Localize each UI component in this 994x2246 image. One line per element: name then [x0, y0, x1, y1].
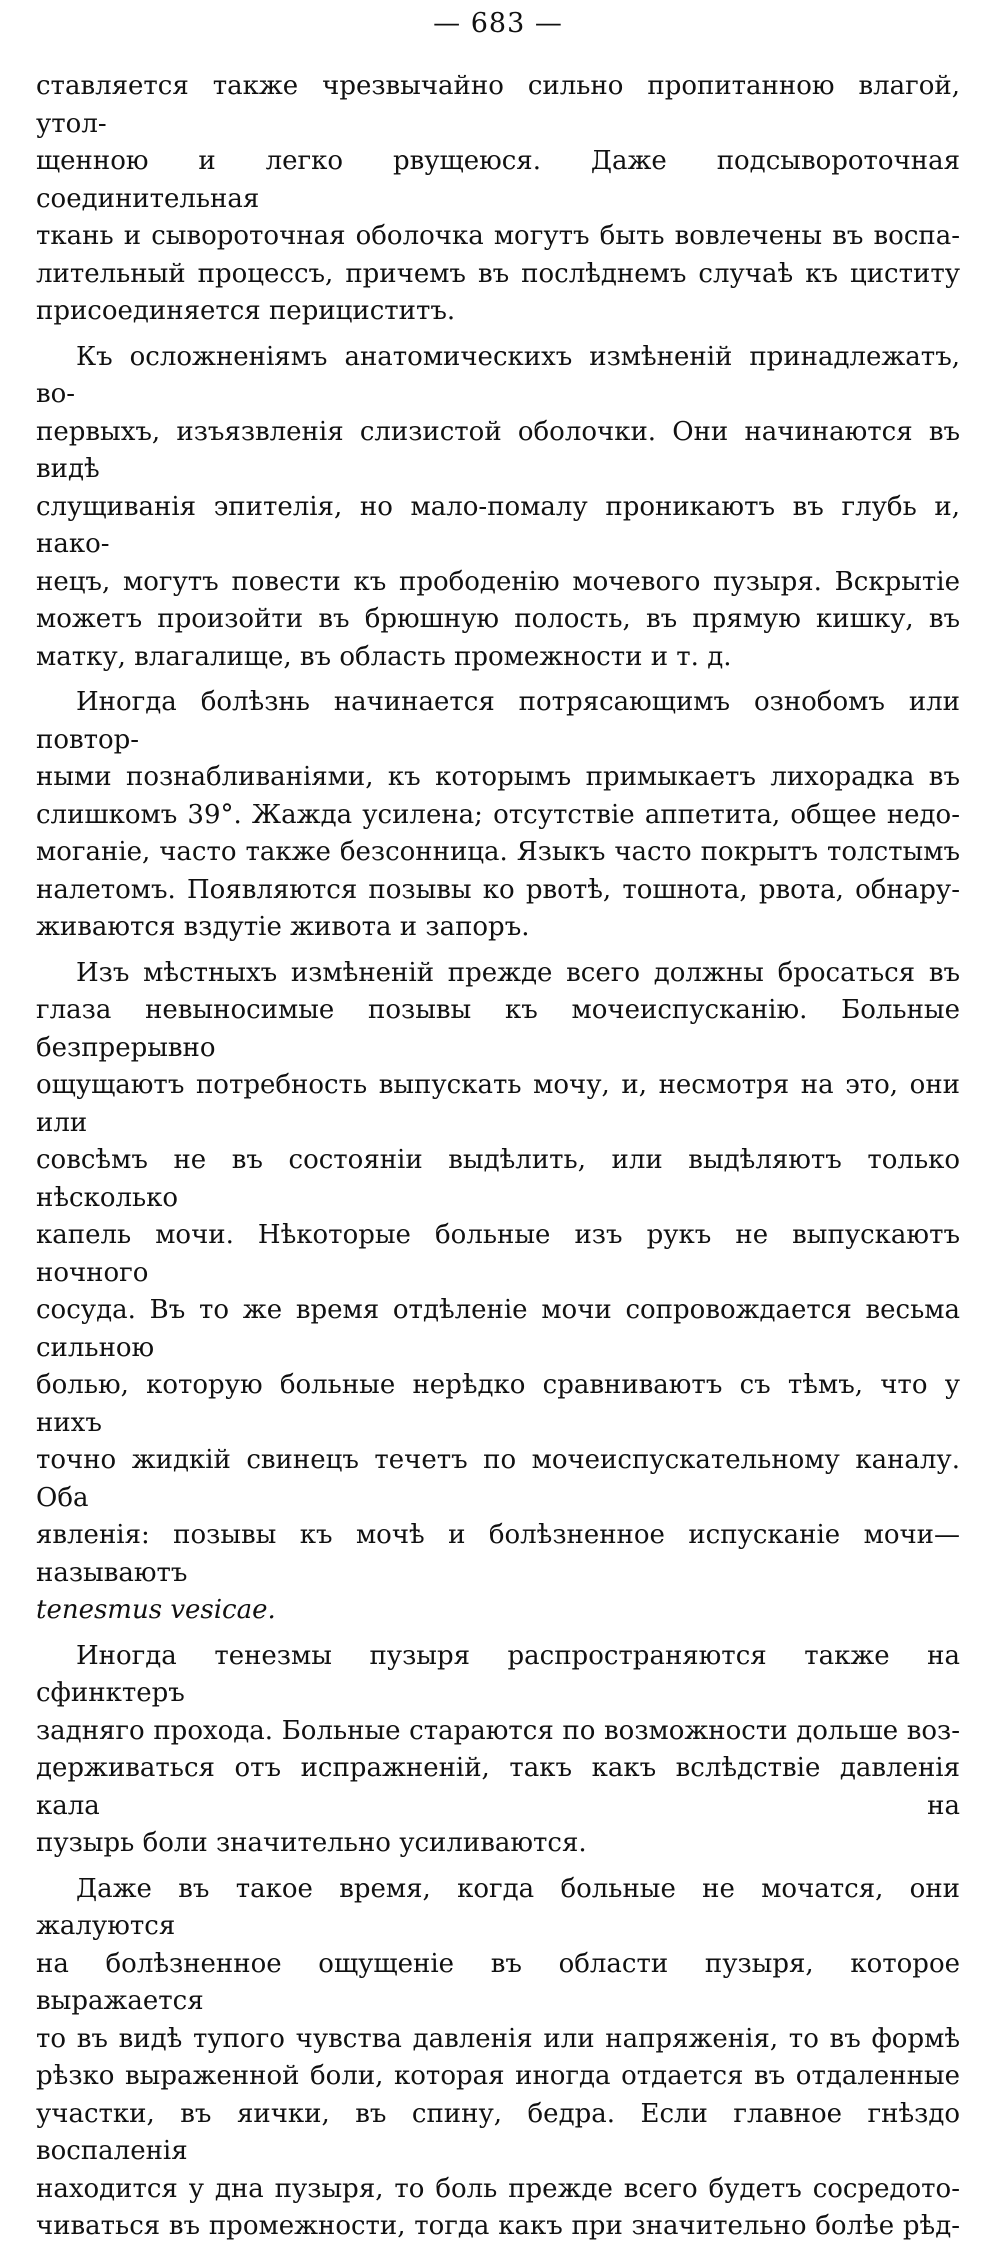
- paragraph-6: [36, 1871, 960, 2246]
- text-line: сосуда. Въ то же время отдѣленіе мочи сопровождается весьма сильною: [36, 1295, 960, 1363]
- book-page: [36, 6, 960, 2241]
- text-line: то въ видѣ тупого чувства давленія или напряженія, то въ формѣ: [36, 2023, 960, 2054]
- text-line: задняго прохода. Больные стараются по возможности дольше воз-: [36, 1715, 960, 1746]
- text-line: слишкомъ 39°. Жажда усилена; отсутствіе аппетита, общее недо-: [36, 799, 960, 830]
- text-line: явленія: позывы къ мочѣ и болѣзненное испусканіе мочи—называютъ: [36, 1520, 960, 1588]
- text-line: слущиванія эпителія, но мало-помалу проникаютъ въ глубь и, нако-: [36, 491, 960, 559]
- text-line: рѣзко выраженной боли, которая иногда отдается въ отдаленные: [36, 2061, 960, 2091]
- text-line: глаза невыносимые позывы къ мочеиспусканію. Больные безпрерывно: [36, 995, 960, 1063]
- paragraph-5: [36, 1638, 960, 1863]
- text-line: чиваться въ промежности, тогда какъ при значительно болѣе рѣд-: [36, 2211, 960, 2241]
- text-line: ткань и сывороточная оболочка могутъ быть вовлечены въ воспа-: [36, 221, 960, 251]
- text-line: ощущаютъ потребность выпускать мочу, и, несмотря на это, они или: [36, 1070, 960, 1138]
- text-line: совсѣмъ не въ состояніи выдѣлить, или выдѣляютъ только нѣсколько: [36, 1145, 960, 1213]
- paragraph-2: [36, 339, 960, 677]
- text-line: точно жидкій свинецъ течетъ по мочеиспускательному каналу. Оба: [36, 1445, 960, 1513]
- text-line: присоединяется перициститъ.: [36, 296, 456, 326]
- text-line: участки, въ яички, въ спину, бедра. Если главное гнѣздо воспаленія: [36, 2098, 960, 2166]
- text-line: моганіе, часто также безсонница. Языкъ часто покрытъ толстымъ: [36, 837, 960, 867]
- paragraph-4: [36, 955, 960, 1630]
- text-line: Изъ мѣстныхъ измѣненій прежде всего должны бросаться въ: [76, 957, 960, 988]
- page-number: — 683 —: [433, 8, 563, 39]
- text-line: пузырь боли значительно усиливаются.: [36, 1828, 587, 1858]
- text-line: Иногда тенезмы пузыря распространяются также на сфинктеръ: [36, 1640, 960, 1708]
- text-line: ными познабливаніями, къ которымъ примыкаетъ лихорадка въ: [36, 762, 960, 792]
- text-line: держиваться отъ испражненій, такъ какъ вслѣдствіе давленія кала на: [36, 1753, 960, 1821]
- text-line: Къ осложненіямъ анатомическихъ измѣненій принадлежатъ, во-: [36, 341, 960, 409]
- text-line: матку, влагалище, въ область промежности и т. д.: [36, 641, 732, 672]
- text-line: нецъ, могутъ повести къ прободенію мочевого пузыря. Вскрытіе: [36, 566, 960, 597]
- text-line: первыхъ, изъязвленія слизистой оболочки. Они начинаются въ видѣ: [36, 416, 960, 484]
- text-line: щенною и легко рвущеюся. Даже подсывороточная соединительная: [36, 146, 960, 214]
- text-line: на болѣзненное ощущеніе въ области пузыря, которое выражается: [36, 1948, 960, 2016]
- text-line: налетомъ. Появляются позывы ко рвотѣ, тошнота, рвота, обнару-: [36, 874, 960, 905]
- text-line: лительный процессъ, причемъ въ послѣднемъ случаѣ къ циститу: [36, 258, 960, 289]
- paragraph-3: [36, 684, 960, 947]
- text-line: болью, которую больные нерѣдко сравниваютъ съ тѣмъ, что у нихъ: [36, 1370, 960, 1438]
- text-line: Даже въ такое время, когда больные не мочатся, они жалуются: [36, 1873, 960, 1941]
- text-line: tenesmus vesicae.: [36, 1595, 276, 1625]
- text-line: находится у дна пузыря, то боль прежде всего будетъ сосредото-: [36, 2173, 960, 2204]
- text-line: ставляется также чрезвычайно сильно пропитанною влагой, утол-: [36, 71, 960, 139]
- paragraph-1: [36, 68, 960, 331]
- text-line: Иногда болѣзнь начинается потрясающимъ ознобомъ или повтор-: [36, 687, 960, 755]
- text-line: капель мочи. Нѣкоторые больные изъ рукъ не выпускаютъ ночного: [36, 1220, 960, 1288]
- text-line: можетъ произойти въ брюшную полость, въ прямую кишку, въ: [36, 604, 960, 634]
- text-line: живаются вздутіе живота и запоръ.: [36, 912, 530, 942]
